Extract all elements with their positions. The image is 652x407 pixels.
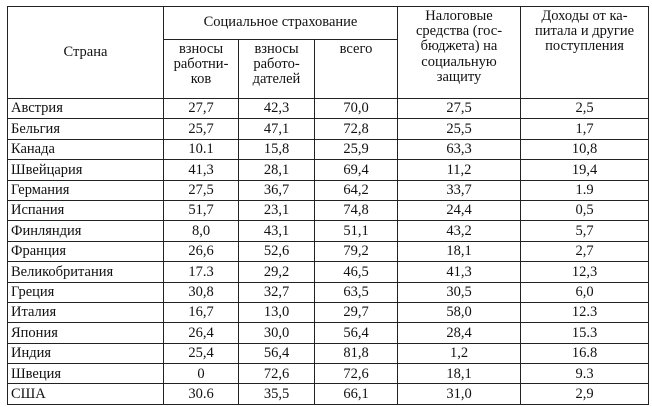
- country-cell: Индия: [8, 343, 164, 363]
- total-cell: 63,5: [315, 282, 398, 302]
- tax-funds-cell: 11,2: [398, 160, 521, 180]
- total-cell: 56,4: [315, 323, 398, 343]
- tax-funds-cell: 58,0: [398, 302, 521, 322]
- table-row: [8, 180, 649, 200]
- header-tax-funds: Налоговые средства (гос-бюджета) на социальную защиту: [398, 7, 521, 99]
- table-row: [8, 200, 649, 220]
- employer-contrib-cell: 56,4: [239, 343, 315, 363]
- capital-income-cell: 12.3: [521, 302, 649, 322]
- country-cell: Греция: [8, 282, 164, 302]
- country-cell: Австрия: [8, 99, 164, 119]
- country-cell: Италия: [8, 302, 164, 322]
- country-cell: Германия: [8, 180, 164, 200]
- country-cell: Франция: [8, 241, 164, 261]
- employer-contrib-cell: 43,1: [239, 221, 315, 241]
- country-cell: Бельгия: [8, 119, 164, 139]
- table-row: [8, 262, 649, 282]
- total-cell: 25,9: [315, 139, 398, 159]
- employee-contrib-cell: 26,6: [164, 241, 239, 261]
- employee-contrib-cell: 51,7: [164, 200, 239, 220]
- total-cell: 29,7: [315, 302, 398, 322]
- employee-contrib-cell: 25,7: [164, 119, 239, 139]
- table-row: [8, 160, 649, 180]
- header-employer-contributions: взносы работо-дателей: [239, 40, 315, 99]
- capital-income-cell: 19,4: [521, 160, 649, 180]
- tax-funds-cell: 31,0: [398, 384, 521, 404]
- total-cell: 79,2: [315, 241, 398, 261]
- capital-income-cell: 10,8: [521, 139, 649, 159]
- tax-funds-cell: 25,5: [398, 119, 521, 139]
- capital-income-cell: 1.9: [521, 180, 649, 200]
- tax-funds-cell: 27,5: [398, 99, 521, 119]
- table-row: [8, 364, 649, 384]
- total-cell: 69,4: [315, 160, 398, 180]
- employer-contrib-cell: 47,1: [239, 119, 315, 139]
- employer-contrib-cell: 23,1: [239, 200, 315, 220]
- capital-income-cell: 2,5: [521, 99, 649, 119]
- employer-contrib-cell: 72,6: [239, 364, 315, 384]
- employer-contrib-cell: 32,7: [239, 282, 315, 302]
- tax-funds-cell: 28,4: [398, 323, 521, 343]
- employer-contrib-cell: 28,1: [239, 160, 315, 180]
- table-header: [8, 7, 649, 99]
- table-row: [8, 139, 649, 159]
- total-cell: 74,8: [315, 200, 398, 220]
- total-cell: 66,1: [315, 384, 398, 404]
- total-cell: 46,5: [315, 262, 398, 282]
- country-cell: Великобритания: [8, 262, 164, 282]
- employer-contrib-cell: 13,0: [239, 302, 315, 322]
- employer-contrib-cell: 35,5: [239, 384, 315, 404]
- header-capital-income: Доходы от ка-питала и другие поступления: [521, 7, 649, 99]
- employer-contrib-cell: 52,6: [239, 241, 315, 261]
- header-country: Страна: [8, 7, 164, 99]
- employer-contrib-cell: 30,0: [239, 323, 315, 343]
- employee-contrib-cell: 10.1: [164, 139, 239, 159]
- employer-contrib-cell: 15,8: [239, 139, 315, 159]
- total-cell: 51,1: [315, 221, 398, 241]
- employee-contrib-cell: 41,3: [164, 160, 239, 180]
- country-cell: Швейцария: [8, 160, 164, 180]
- country-cell: Финляндия: [8, 221, 164, 241]
- table-row: [8, 384, 649, 404]
- total-cell: 81,8: [315, 343, 398, 363]
- table-row: [8, 119, 649, 139]
- employee-contrib-cell: 17.3: [164, 262, 239, 282]
- country-cell: Канада: [8, 139, 164, 159]
- capital-income-cell: 1,7: [521, 119, 649, 139]
- capital-income-cell: 2,9: [521, 384, 649, 404]
- tax-funds-cell: 18,1: [398, 364, 521, 384]
- capital-income-cell: 6,0: [521, 282, 649, 302]
- table-row: [8, 241, 649, 261]
- country-cell: Испания: [8, 200, 164, 220]
- capital-income-cell: 9.3: [521, 364, 649, 384]
- tax-funds-cell: 43,2: [398, 221, 521, 241]
- employee-contrib-cell: 25,4: [164, 343, 239, 363]
- social-protection-funding-table: [7, 6, 649, 405]
- tax-funds-cell: 18,1: [398, 241, 521, 261]
- header-social-insurance: Социальное страхование: [164, 7, 398, 40]
- capital-income-cell: 12,3: [521, 262, 649, 282]
- employer-contrib-cell: 36,7: [239, 180, 315, 200]
- table-row: [8, 99, 649, 119]
- tax-funds-cell: 63,3: [398, 139, 521, 159]
- country-cell: США: [8, 384, 164, 404]
- employee-contrib-cell: 0: [164, 364, 239, 384]
- employer-contrib-cell: 42,3: [239, 99, 315, 119]
- employee-contrib-cell: 30.6: [164, 384, 239, 404]
- table-row: [8, 221, 649, 241]
- tax-funds-cell: 33,7: [398, 180, 521, 200]
- capital-income-cell: 2,7: [521, 241, 649, 261]
- table-row: [8, 282, 649, 302]
- employee-contrib-cell: 26,4: [164, 323, 239, 343]
- tax-funds-cell: 1,2: [398, 343, 521, 363]
- total-cell: 72,6: [315, 364, 398, 384]
- employee-contrib-cell: 27,7: [164, 99, 239, 119]
- employer-contrib-cell: 29,2: [239, 262, 315, 282]
- capital-income-cell: 5,7: [521, 221, 649, 241]
- header-total: всего: [315, 40, 398, 99]
- table-row: [8, 302, 649, 322]
- country-cell: Япония: [8, 323, 164, 343]
- tax-funds-cell: 30,5: [398, 282, 521, 302]
- capital-income-cell: 0,5: [521, 200, 649, 220]
- employee-contrib-cell: 8,0: [164, 221, 239, 241]
- total-cell: 72,8: [315, 119, 398, 139]
- employee-contrib-cell: 16,7: [164, 302, 239, 322]
- tax-funds-cell: 24,4: [398, 200, 521, 220]
- total-cell: 70,0: [315, 99, 398, 119]
- table-row: [8, 343, 649, 363]
- capital-income-cell: 16.8: [521, 343, 649, 363]
- header-employee-contributions: взносы работни-ков: [164, 40, 239, 99]
- employee-contrib-cell: 30,8: [164, 282, 239, 302]
- table-row: [8, 323, 649, 343]
- total-cell: 64,2: [315, 180, 398, 200]
- table-body: [8, 99, 649, 405]
- tax-funds-cell: 41,3: [398, 262, 521, 282]
- capital-income-cell: 15.3: [521, 323, 649, 343]
- employee-contrib-cell: 27,5: [164, 180, 239, 200]
- country-cell: Швеция: [8, 364, 164, 384]
